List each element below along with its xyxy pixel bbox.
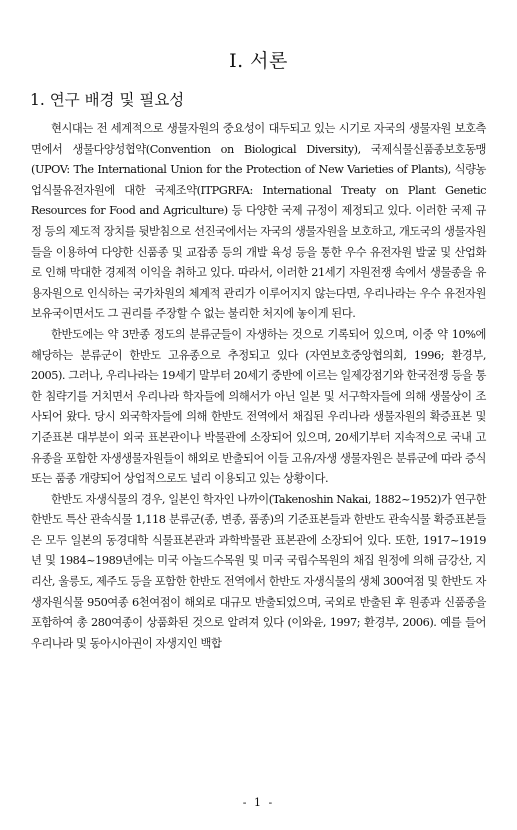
- section-heading: 1. 연구 배경 및 필요성: [30, 91, 185, 109]
- chapter-title: I. 서론: [229, 50, 288, 72]
- paragraph-korean-species: 한반도에는 약 3만종 정도의 분류군들이 자생하는 것으로 기록되어 있으며, 이중 약 10%에 해당하는 분류군이 한반도 고유종으로 추정되고 있다 (자연보호중앙협의회, 1996; 환경부, 2005). 그러나, 우리나라는 19세기 말부터 20세기 중반에 이르는 일제강점기와 한국전쟁 등을 통한 침략기를 거치면서 우리나라 학자들에 의해서가 아닌 일본 및 서구학자들에 의해 생물상이 조사되어 왔다. 당시 외국학자들에 의해 한반도 전역에서 채집된 우리나라 생물자원의 확증표본 및 기준표본 대부분이 외국 표본관이나 박물관에 소장되어 있으며, 20세기부터 지속적으로 국내 고유종을 포함한 자생생물자원들이 해외로 반출되어 이들 고유/자생 생물자원은 분류군에 따라 증식 또는 품종 개량되어 상업적으로도 널리 이용되고 있는 상황이다.: [31, 327, 486, 486]
- paragraph-background: 현시대는 전 세계적으로 생물자원의 중요성이 대두되고 있는 시기로 자국의 생물자원 보호측면에서 생물다양성협약(Convention on Biological Diversity), 국제식물신품종보호동맹(UPOV: The International Union for the Protection of New Varieties of Plants), 식량농업식물유전자원에 대한 국제조약(ITPGRFA: International Treaty on Plant Genetic Resources for Food and Agriculture) 등 다양한 국제 규정이 제정되고 있다. 이러한 국제 규정 등의 제도적 장치를 뒷받침으로 선진국에서는 자국의 생물자원을 보호하고, 개도국의 생물자원들을 이용하여 다양한 신품종 및 교잡종 등의 개발 육성 등을 통한 우수 유전자원 발굴 및 산업화로 인해 막대한 경제적 이익을 취하고 있다. 따라서, 이러한 21세기 자원전쟁 속에서 생물종을 유용자원으로 인식하는 국가차원의 체계적 관리가 이루어지지 않는다면, 우리나라는 우수 유전자원 보유국이면서도 그 권리를 주장할 수 없는 불리한 처지에 놓이게 된다.: [31, 122, 486, 321]
- paragraph-native-plants: 한반도 자생식물의 경우, 일본인 학자인 나까이(Takenoshin Nakai, 1882~1952)가 연구한 한반도 특산 관속식물 1,118 분류군(종, 변종, 품종)의 기준표본들과 한반도 관속식물 확증표본들은 모두 일본의 동경대학 식물표본관과 과학박물관 표본관에 소장되어 있다. 또한, 1917~1919년 및 1984~1989년에는 미국 아놀드수목원 및 미국 국립수목원의 채집 원정에 의해 금강산, 지리산, 울릉도, 제주도 등을 포함한 한반도 전역에서 한반도 자생식물의 생체 300여점 및 한반도 자생자원식물 950여종 6천여점이 해외로 대규모 반출되었으며, 국외로 반출된 후 원종과 신품종을 포함하여 총 280여종이 상품화된 것으로 알려져 있다 (이와윤, 1997; 환경부, 2006). 예를 들어 우리나라 및 동아시아권이 자생지인 백합: [31, 492, 486, 650]
- body-text: [31, 119, 486, 654]
- page-number: - 1 -: [242, 796, 275, 809]
